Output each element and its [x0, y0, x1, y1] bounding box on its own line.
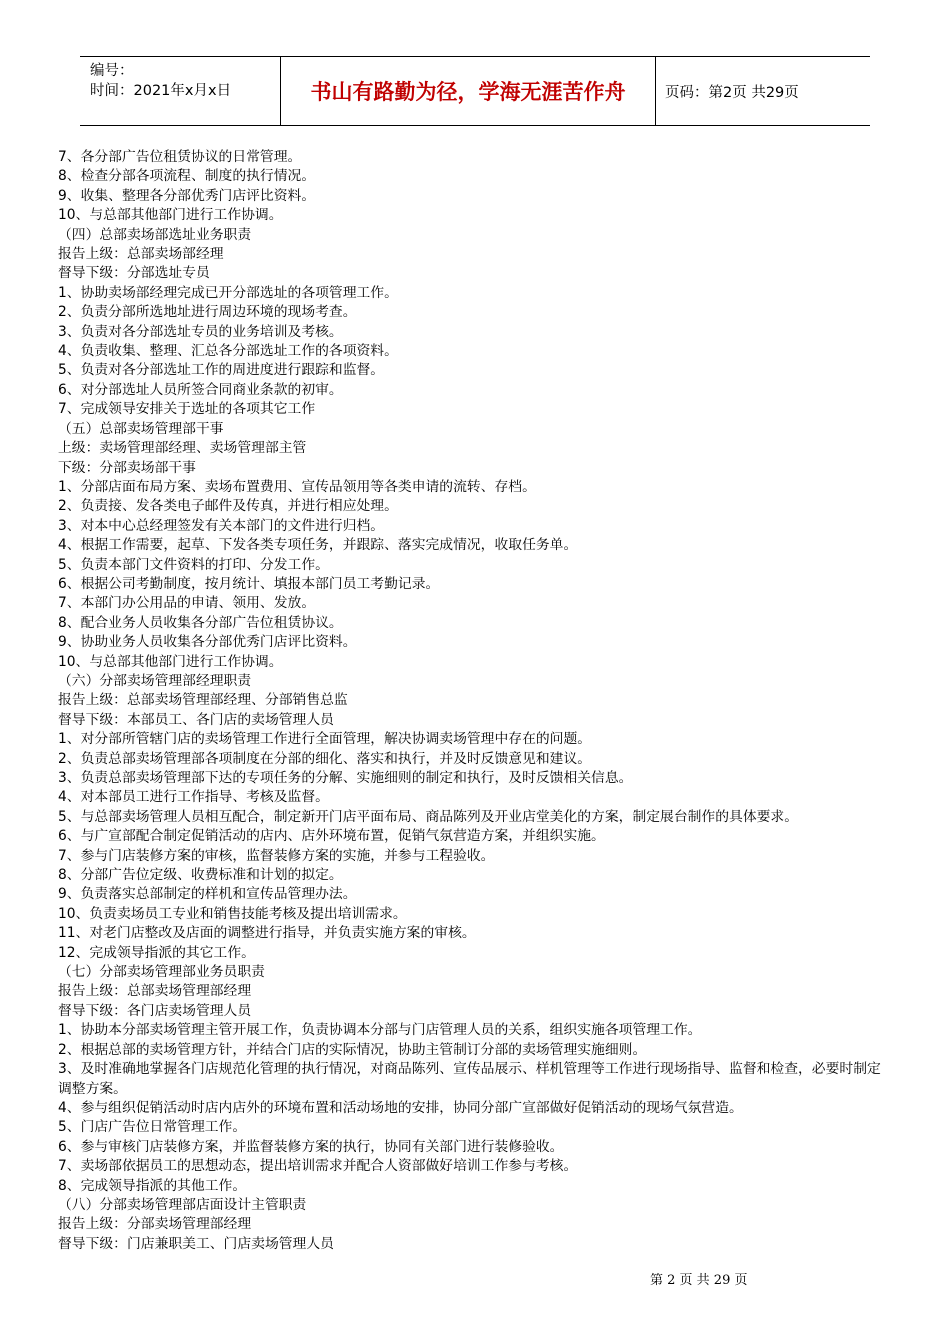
- body-line: 7、各分部广告位租赁协议的日常管理。: [58, 149, 302, 165]
- body-line: 11、对老门店整改及店面的调整进行指导，并负责实施方案的审核。: [58, 925, 476, 942]
- body-line: 2、负责总部卖场管理部各项制度在分部的细化、落实和执行，并及时反馈意见和建议。: [58, 750, 592, 767]
- document-number-label: 编号：: [90, 63, 134, 79]
- body-line: 4、根据工作需要，起草、下发各类专项任务，并跟踪、落实完成情况，收取任务单。: [58, 537, 578, 554]
- body-line: 报告上级：总部卖场管理部经理、分部销售总监: [58, 692, 348, 709]
- body-line: 12、完成领导指派的其它工作。: [58, 944, 255, 961]
- body-line: 6、对分部选址人员所签合同商业条款的初审。: [58, 381, 343, 398]
- body-line: 6、参与审核门店装修方案，并监督装修方案的执行，协同有关部门进行装修验收。: [58, 1138, 564, 1155]
- body-line: 4、负责收集、整理、汇总各分部选址工作的各项资料。: [58, 343, 398, 360]
- body-line: （五）总部卖场管理部干事: [58, 420, 224, 437]
- page-header: [80, 56, 870, 126]
- body-line: 督导下级：各门店卖场管理人员: [58, 1002, 252, 1019]
- body-line: 8、分部广告位定级、收费标准和计划的拟定。: [58, 867, 343, 884]
- body-line: 下级：分部卖场部干事: [58, 459, 196, 476]
- header-motto: 书山有路勤为径，学海无涯苦作舟: [281, 57, 656, 125]
- header-page-info: 页码：第2页 共29页: [665, 84, 799, 101]
- body-line: 报告上级：分部卖场管理部经理: [58, 1216, 252, 1233]
- body-line: 3、负责对各分部选址专员的业务培训及考核。: [58, 323, 343, 340]
- body-line: 7、参与门店装修方案的审核，监督装修方案的实施，并参与工程验收。: [58, 847, 495, 864]
- body-line: 9、协助业务人员收集各分部优秀门店评比资料。: [58, 634, 357, 651]
- body-line: （七）分部卖场管理部业务员职责: [58, 964, 265, 981]
- body-line: 4、参与组织促销活动时店内店外的环境布置和活动场地的安排，协同分部广宣部做好促销活动的现场气氛营造。: [58, 1099, 743, 1116]
- body-line: 督导下级：分部选址专员: [58, 265, 210, 282]
- body-line: 3、及时准确地掌握各门店规范化管理的执行情况，对商品陈列、宣传品展示、样机管理等工作进行现场指导、监督和检查，必要时制定调整方案。: [58, 1061, 881, 1097]
- body-line: 8、配合业务人员收集各分部广告位租赁协议。: [58, 614, 343, 631]
- body-line: （六）分部卖场管理部经理职责: [58, 672, 252, 689]
- body-line: （四）总部卖场部选址业务职责: [58, 226, 252, 243]
- body-line: 8、检查分部各项流程、制度的执行情况。: [58, 168, 316, 185]
- body-line: 报告上级：总部卖场管理部经理: [58, 983, 252, 1000]
- page-footer: 第 2 页 共 29 页: [650, 1273, 748, 1288]
- body-line: 1、分部店面布局方案、卖场布置费用、宣传品领用等各类申请的流转、存档。: [58, 478, 536, 495]
- body-line: 7、完成领导安排关于选址的各项其它工作: [58, 401, 316, 418]
- body-line: 7、卖场部依据员工的思想动态，提出培训需求并配合人资部做好培训工作参与考核。: [58, 1158, 578, 1175]
- body-line: 3、对本中心总经理签发有关本部门的文件进行归档。: [58, 517, 385, 534]
- body-line: 报告上级：总部卖场部经理: [58, 246, 224, 263]
- body-line: 10、与总部其他部门进行工作协调。: [58, 207, 283, 224]
- header-meta: [80, 57, 281, 125]
- body-line: 9、收集、整理各分部优秀门店评比资料。: [58, 187, 316, 204]
- document-body: [58, 148, 888, 1254]
- body-line: 5、负责本部门文件资料的打印、分发工作。: [58, 556, 329, 573]
- body-line: 督导下级：门店兼职美工、门店卖场管理人员: [58, 1235, 334, 1252]
- body-line: 5、门店广告位日常管理工作。: [58, 1119, 247, 1136]
- document-time-label: 时间：2021年x月x日: [90, 83, 232, 99]
- body-line: 6、与广宣部配合制定促销活动的店内、店外环境布置，促销气氛营造方案，并组织实施。: [58, 828, 605, 845]
- body-line: 4、对本部员工进行工作指导、考核及监督。: [58, 789, 329, 806]
- body-line: 6、根据公司考勤制度，按月统计、填报本部门员工考勤记录。: [58, 575, 440, 592]
- body-line: 2、根据总部的卖场管理方针，并结合门店的实际情况，协助主管制订分部的卖场管理实施细则。: [58, 1041, 647, 1058]
- body-line: 上级：卖场管理部经理、卖场管理部主管: [58, 440, 307, 457]
- body-line: 5、与总部卖场管理人员相互配合，制定新开门店平面布局、商品陈列及开业店堂美化的方案，制定展台制作的具体要求。: [58, 808, 799, 825]
- body-line: 10、负责卖场员工专业和销售技能考核及提出培训需求。: [58, 905, 407, 922]
- body-line: 9、负责落实总部制定的样机和宣传品管理办法。: [58, 886, 357, 903]
- body-line: 2、负责接、发各类电子邮件及传真，并进行相应处理。: [58, 498, 398, 515]
- body-line: 5、负责对各分部选址工作的周进度进行跟踪和监督。: [58, 362, 385, 379]
- body-line: 10、与总部其他部门进行工作协调。: [58, 653, 283, 670]
- body-line: 督导下级：本部员工、各门店的卖场管理人员: [58, 711, 334, 728]
- body-line: 7、本部门办公用品的申请、领用、发放。: [58, 595, 316, 612]
- body-line: （八）分部卖场管理部店面设计主管职责: [58, 1196, 307, 1213]
- body-line: 1、协助本分部卖场管理主管开展工作，负责协调本分部与门店管理人员的关系，组织实施各项管理工作。: [58, 1022, 702, 1039]
- body-line: 2、负责分部所选地址进行周边环境的现场考查。: [58, 304, 357, 321]
- body-line: 1、对分部所管辖门店的卖场管理工作进行全面管理，解决协调卖场管理中存在的问题。: [58, 731, 592, 748]
- body-line: 1、协助卖场部经理完成已开分部选址的各项管理工作。: [58, 284, 398, 301]
- body-line: 3、负责总部卖场管理部下达的专项任务的分解、实施细则的制定和执行，及时反馈相关信息。: [58, 770, 633, 786]
- body-line: 8、完成领导指派的其他工作。: [58, 1177, 247, 1194]
